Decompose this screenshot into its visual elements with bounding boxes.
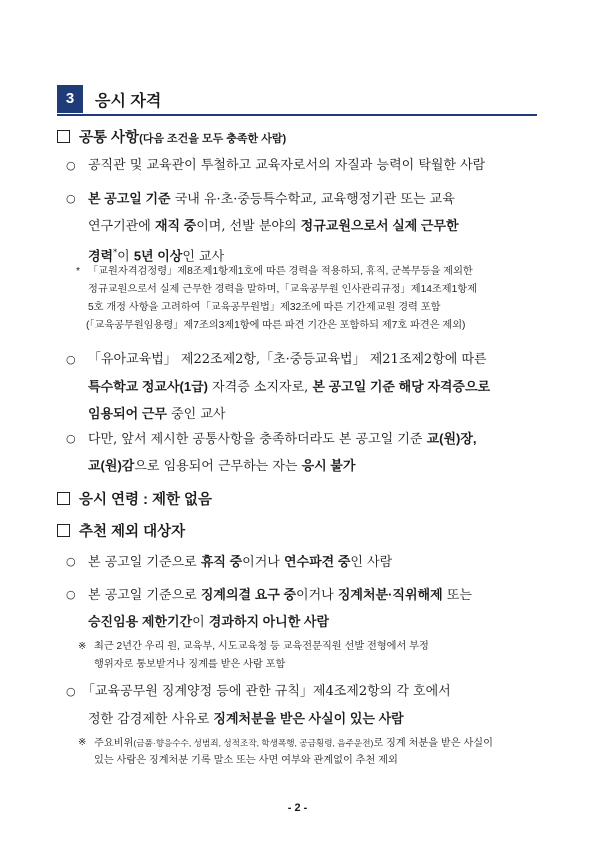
note-text-small: (금품·향응수수, 성범죄, 성적조작, 학생폭행, 공금횡령, 음주운전) — [133, 738, 374, 748]
emphasis-text: 승진임용 제한기간 — [88, 614, 193, 629]
bullet-text: 다만, 앞서 제시한 공통사항을 충족하더라도 본 공고일 기준 — [88, 432, 427, 447]
emphasis-text: 징계처분·직위해제 — [337, 587, 443, 602]
bullet-text: 공직관 및 교육관이 투철하고 교육자로서의 자질과 능력이 탁월한 사람 — [88, 158, 486, 173]
emphasis-text: 5년 이상 — [133, 248, 183, 264]
section-number-badge: 3 — [57, 85, 83, 113]
emphasis-text: 재직 중 — [154, 218, 197, 233]
bullet-text: 인 사람 — [350, 555, 393, 570]
bullet-text: 이 — [192, 615, 209, 630]
circle-bullet-icon: ○ — [66, 353, 76, 366]
common-heading-text: 공통 사항 — [79, 130, 140, 146]
bullet-text: 「교육공무원 징계양정 등에 관한 규칙」제4조제2항의 각 호에서 — [82, 684, 451, 699]
emphasis-text: 경과하지 아니한 사람 — [208, 614, 330, 629]
bullet-text: 국내 유·초·중등특수학교, 교육행정기관 또는 교육 — [170, 192, 455, 207]
exclusion-heading — [57, 520, 185, 541]
bullet-text: 인 교사 — [182, 249, 225, 265]
bullet-text: 중인 교사 — [166, 407, 226, 422]
emphasis-text: 교(원)장, — [426, 431, 477, 446]
emphasis-text: 특수학교 정교사(1급) — [88, 379, 208, 394]
emphasis-text: 본 공고일 기준 — [88, 191, 171, 206]
bullet-text: 으로 임용되어 근무하는 자는 — [134, 459, 302, 474]
bullet-text: 본 공고일 기준으로 — [88, 588, 201, 603]
note-mark: ※ — [78, 737, 87, 748]
note-text: 주요비위 — [94, 738, 134, 749]
circle-bullet-icon: ○ — [66, 192, 76, 205]
emphasis-text: 징계의결 요구 중 — [200, 587, 297, 602]
emphasis-text: 징계처분을 받은 사실이 있는 사람 — [213, 711, 404, 726]
exclusion-heading-text: 추천 제외 대상자 — [79, 524, 186, 540]
bullet-text: 본 공고일 기준으로 — [88, 555, 201, 570]
checkbox-square-icon — [57, 130, 70, 143]
emphasis-text: 연수파견 중 — [283, 554, 351, 569]
emphasis-text: 응시 불가 — [301, 458, 356, 473]
common-heading-sub: (다음 조건을 모두 충족한 사람) — [139, 133, 287, 145]
note-line: 행위자로 통보받거나 징계를 받은 사람 포함 — [94, 659, 286, 670]
circle-bullet-icon: ○ — [66, 555, 76, 568]
common-heading — [57, 126, 286, 147]
bullet-text: 「유아교육법」 제22조제2항,「초·중등교육법」 제21조제2항에 따른 — [88, 352, 487, 367]
emphasis-text: 임용되어 근무 — [88, 406, 167, 421]
emphasis-text: 교(원)감 — [88, 458, 135, 473]
checkbox-square-icon — [57, 492, 70, 505]
bullet-text: 또는 — [442, 588, 472, 603]
bullet-text: 정한 감경제한 사유로 — [88, 712, 214, 727]
section-divider — [57, 114, 537, 116]
footnote-line: 5호 개정 사항을 고려하여「교육공무원법」제32조에 따른 기간제교원 경력 포함 — [88, 302, 441, 313]
age-heading — [57, 488, 212, 509]
footnote-line: (「교육공무원임용령」제7조의3제1항에 따른 파견 기간은 포함하되 제7호 파견은 제외) — [86, 320, 466, 331]
note-mark: ※ — [78, 641, 87, 652]
circle-bullet-icon: ○ — [66, 432, 76, 445]
note-line: 있는 사람은 징계처분 기록 말소 또는 사면 여부와 관계없이 추천 제외 — [94, 755, 398, 766]
bullet-text: 이 — [117, 249, 134, 265]
emphasis-text: 본 공고일 기준 해당 자격증으로 — [312, 379, 491, 394]
page-number: - 2 - — [287, 802, 308, 814]
emphasis-text: 경력 — [88, 248, 114, 264]
footnote-marker: * — [113, 248, 118, 257]
circle-bullet-icon: ○ — [66, 588, 76, 601]
age-heading-text: 응시 연령 : 제한 없음 — [79, 492, 212, 508]
bullet-text: 이며, 선발 분야의 — [196, 219, 301, 234]
note-text: 로 징계 처분을 받은 사실이 — [373, 738, 493, 749]
emphasis-text: 휴직 중 — [200, 554, 243, 569]
bullet-text: 이거나 — [242, 555, 284, 570]
circle-bullet-icon: ○ — [66, 159, 76, 172]
bullet-text: 자격증 소지자로, — [207, 380, 313, 395]
bullet-text: 연구기관에 — [88, 219, 155, 234]
checkbox-square-icon — [57, 524, 70, 537]
emphasis-text: 정규교원으로서 실제 근무한 — [300, 218, 459, 233]
circle-bullet-icon: ○ — [66, 685, 76, 698]
note-line: 최근 2년간 우리 원, 교육부, 시도교육청 등 교육전문직원 선발 전형에서 부정 — [94, 641, 429, 652]
footnote-mark: * — [76, 266, 80, 277]
footnote-line: 「교원자격검정령」제8조제1항제1호에 따른 경력을 적용하되, 휴직, 군복무등을 제외한 — [88, 266, 473, 277]
bullet-text: 이거나 — [296, 588, 338, 603]
footnote-line: 정규교원으로서 실제 근무한 경력을 말하며,「교육공무원 인사관리규정」제14조제1항제 — [88, 284, 477, 295]
section-title: 응시 자격 — [95, 93, 162, 110]
